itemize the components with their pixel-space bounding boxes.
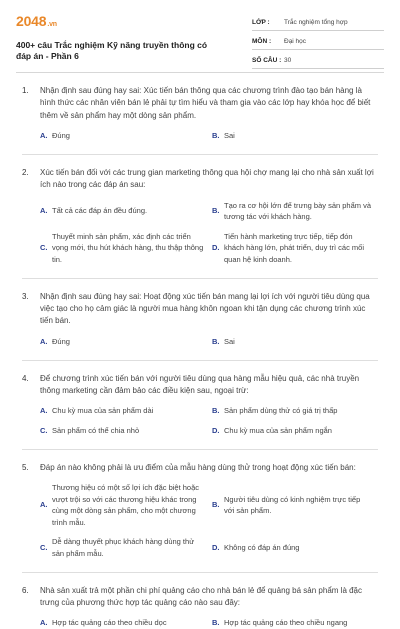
meta-key: LỚP :	[252, 18, 270, 26]
question-text: Để chương trình xúc tiến bán với người tiêu dùng qua hàng mẫu hiệu quả, các nhà truyền thông marketing cần đảm bảo các điều kiện sau, ngoại trừ:	[40, 373, 360, 395]
meta-info	[252, 12, 384, 69]
question-text: Xúc tiến bán đối với các trung gian marketing thông qua hội chợ mang lại cho nhà sản xuất lợi ích nào trong các đáp án sau:	[40, 167, 374, 190]
question-divider	[22, 154, 378, 155]
meta-value: Đại học	[284, 37, 307, 45]
answer-option-a[interactable]: A. Hợp tác quảng cáo theo chiều dọc	[40, 618, 167, 628]
answer-option-b[interactable]: B. Sai	[212, 336, 235, 346]
page-title: 400+ câu Trắc nghiệm Kỹ năng truyền thông có đáp án - Phần 6	[16, 39, 208, 62]
question-number: 3.	[22, 291, 29, 301]
meta-value: Trắc nghiệm tổng hợp	[284, 18, 348, 26]
meta-row-count	[252, 50, 384, 69]
answer-options	[40, 617, 378, 629]
question-item	[0, 85, 400, 155]
question-item	[0, 167, 400, 279]
question-divider	[22, 449, 378, 450]
question-text: Nhận định sau đúng hay sai: Hoạt động xúc tiến bán mang lại lợi ích với người tiêu dùng qua việc tạo cho họ cảm giác là người mua hàng khôn ngoan khi tận dụng các chương trình xúc tiến bán.	[40, 291, 370, 326]
answer-option-b[interactable]: B. Người tiêu dùng có kinh nghiệm trực tiếp với sản phẩm.	[212, 494, 361, 516]
question-number: 4.	[22, 373, 29, 383]
answer-option-a[interactable]: A. Đúng	[40, 131, 70, 141]
answer-option-a[interactable]: A. Tất cả các đáp án đều đúng.	[40, 206, 148, 216]
answer-options	[40, 482, 378, 560]
answer-option-b[interactable]: B. Hợp tác quảng cáo theo chiều ngang	[212, 618, 348, 628]
meta-key: MÔN :	[252, 37, 272, 45]
question-number: 6.	[22, 585, 29, 595]
answer-options	[40, 200, 378, 266]
question-item	[0, 462, 400, 573]
answer-option-c[interactable]: C. Dễ dàng thuyết phục khách hàng dùng thử sản phẩm mẫu.	[40, 537, 195, 559]
question-number: 1.	[22, 86, 29, 95]
question-text: Nhà sản xuất trả một phần chi phí quảng cáo cho nhà bán lẻ để quảng bá sản phẩm là đặc trưng của phương thức hợp tác quảng cáo nào sau đây:	[40, 585, 363, 608]
answer-option-b[interactable]: B. Sản phẩm dùng thử có giá trị thấp	[212, 406, 338, 416]
question-divider	[22, 278, 378, 279]
page-header	[0, 0, 400, 72]
answer-option-a[interactable]: A. Thương hiệu có một số lợi ích đặc biệt hoặc vượt trội so với các thương hiệu khác trong cùng một dòng sản phẩm, cho một chương trình mẫu.	[40, 482, 200, 527]
question-text: Đáp án nào không phải là ưu điểm của mẫu hàng dùng thử trong hoạt động xúc tiến bán:	[40, 462, 356, 472]
question-number: 5.	[22, 462, 29, 472]
question-text: Nhận định sau đúng hay sai: Xúc tiến bán thông qua các chương trình đào tạo bán hàng là hình thức các nhân viên bán lẻ phải tự tìm hiểu và tham gia vào các lớp hay khóa học để biết thêm về sản phẩm hay một dòng sản phẩm.	[40, 86, 371, 120]
question-list	[0, 73, 400, 629]
meta-row-subject	[252, 31, 384, 50]
question-divider	[22, 572, 378, 573]
answer-option-d[interactable]: D. Chu kỳ mua của sản phẩm ngắn	[212, 425, 332, 435]
answer-option-a[interactable]: A. Đúng	[40, 336, 70, 346]
answer-options	[40, 336, 378, 348]
question-item	[0, 291, 400, 361]
answer-option-d[interactable]: D. Tiến hành marketing trực tiếp, tiếp đón khách hàng lớn, phát triển, duy trì các mối quan hệ kinh doanh.	[212, 231, 364, 265]
meta-key: SỐ CÂU :	[252, 56, 282, 64]
answer-option-a[interactable]: A. Chu kỳ mua của sản phẩm dài	[40, 406, 154, 416]
question-divider	[22, 360, 378, 361]
meta-row-class	[252, 12, 384, 31]
question-number: 2.	[22, 167, 29, 177]
answer-option-c[interactable]: C. Thuyết minh sản phẩm, xác định các triển vọng mới, thu hút khách hàng, thu thập thông tin.	[40, 231, 204, 265]
answer-option-b[interactable]: B. Sai	[212, 131, 235, 141]
site-logo[interactable]: 2048.vn	[16, 13, 57, 29]
answer-option-c[interactable]: C. Sản phẩm có thể chia nhỏ	[40, 425, 140, 435]
answer-options	[40, 405, 378, 436]
meta-value: 30	[284, 56, 292, 64]
question-item	[0, 585, 400, 629]
answer-options	[40, 130, 378, 142]
question-item	[0, 373, 400, 450]
answer-option-b[interactable]: B. Tạo ra cơ hội lớn để trưng bày sản phẩm và tương tác với khách hàng.	[212, 200, 372, 222]
answer-option-d[interactable]: D. Không có đáp án đúng	[212, 543, 300, 553]
